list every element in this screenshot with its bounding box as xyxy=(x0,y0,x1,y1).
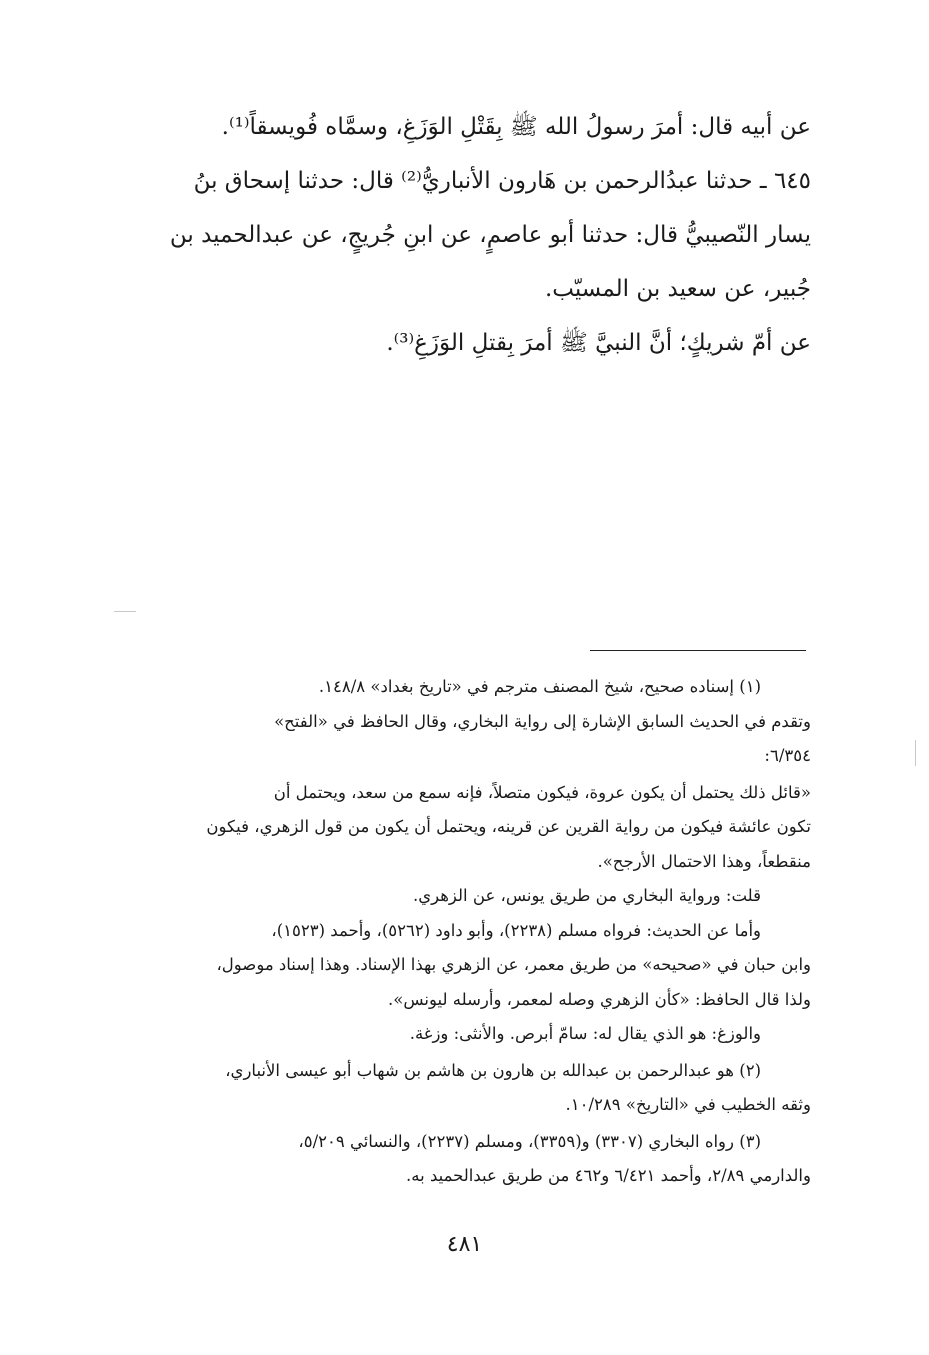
footnote-1-line: ولذا قال الحافظ: «كأن الزهري وصله لمعمر، وأرسله ليونس». xyxy=(388,989,811,1009)
footnote-1-line: تكون عائشة فيكون من رواية القرين عن قرينه، ويحتمل أن يكون من قول الزهري، فيكون xyxy=(206,817,811,836)
page-number: ٤٨١ xyxy=(446,1232,483,1257)
hadith-645-isnad-line-3: جُبير، عن سعيد بن المسيّب. xyxy=(544,276,811,302)
footnote-1: (١) إسناده صحيح، شيخ المصنف مترجم في «تاريخ بغداد» ١٤٨/٨. xyxy=(318,677,761,696)
footnote-1-line: «قائل ذلك يحتمل أن يكون عروة، فيكون متصلاً، فإنه سمع من سعد، ويحتمل أن xyxy=(273,782,811,802)
footnote-3-line: والدارمي ٢/٨٩، وأحمد ٦/٤٢١ و٤٦٢ من طريق عبدالحميد به. xyxy=(406,1166,811,1185)
scan-speck xyxy=(114,611,136,612)
footnote-2-line: وثقه الخطيب في «التاريخ» ١٠/٢٨٩. xyxy=(565,1095,811,1114)
footnote-3: (٣) رواه البخاري (٣٣٠٧) و(٣٣٥٩)، ومسلم (٢٢٣٧)، والنسائي ٥/٢٠٩، xyxy=(298,1131,761,1151)
footnote-1-line: وتقدم في الحديث السابق الإشارة إلى رواية البخاري، وقال الحافظ في «الفتح» xyxy=(274,711,811,731)
hadith-644-ending: عن أبيه قال: أمرَ رسولُ الله ﷺ بِقَتْلِ الوَزَغِ، وسمَّاه فُويسقاً⁽¹⁾. xyxy=(221,114,811,140)
footnotes xyxy=(111,670,811,1194)
hadith-645-isnad-line-1: ٦٤٥ ـ حدثنا عبدُالرحمن بن هَارون الأنباريُّ⁽²⁾ قال: حدثنا إسحاق بنُ xyxy=(193,168,811,194)
footnote-1-line: وأما عن الحديث: فرواه مسلم (٢٢٣٨)، وأبو داود (٥٢٦٢)، وأحمد (١٥٢٣)، xyxy=(271,920,761,940)
hadith-645-isnad-line-2: يسار النّصيبيُّ قال: حدثنا أبو عاصمٍ، عن ابنِ جُريجٍ، عن عبدالحميد بن xyxy=(169,222,811,248)
footnote-1-line: وابن حبان في «صحيحه» من طريق معمر، عن الزهري بهذا الإسناد. وهذا إسناد موصول، xyxy=(216,955,811,974)
footnote-2: (٢) هو عبدالرحمن بن عبدالله بن هارون بن هاشم بن شهاب أبو عيسى الأنباري، xyxy=(225,1060,761,1080)
main-text xyxy=(111,100,811,370)
hadith-645-matn: عن أمّ شريكٍ؛ أنَّ النبيَّ ﷺ أمرَ بِقتلِ الوَزَغِ⁽³⁾. xyxy=(386,330,811,356)
scan-speck xyxy=(915,740,916,766)
footnote-1-line: منقطعاً، وهذا الاحتمال الأرجح». xyxy=(597,851,811,871)
footnote-1-line: والوزغ: هو الذي يقال له: سامّ أبرص. والأنثى: وزغة. xyxy=(409,1024,761,1043)
footnote-1-line: قلت: ورواية البخاري من طريق يونس، عن الزهري. xyxy=(412,886,761,905)
footnote-1-line: ٦/٣٥٤: xyxy=(764,746,811,765)
footnote-separator xyxy=(590,650,806,651)
